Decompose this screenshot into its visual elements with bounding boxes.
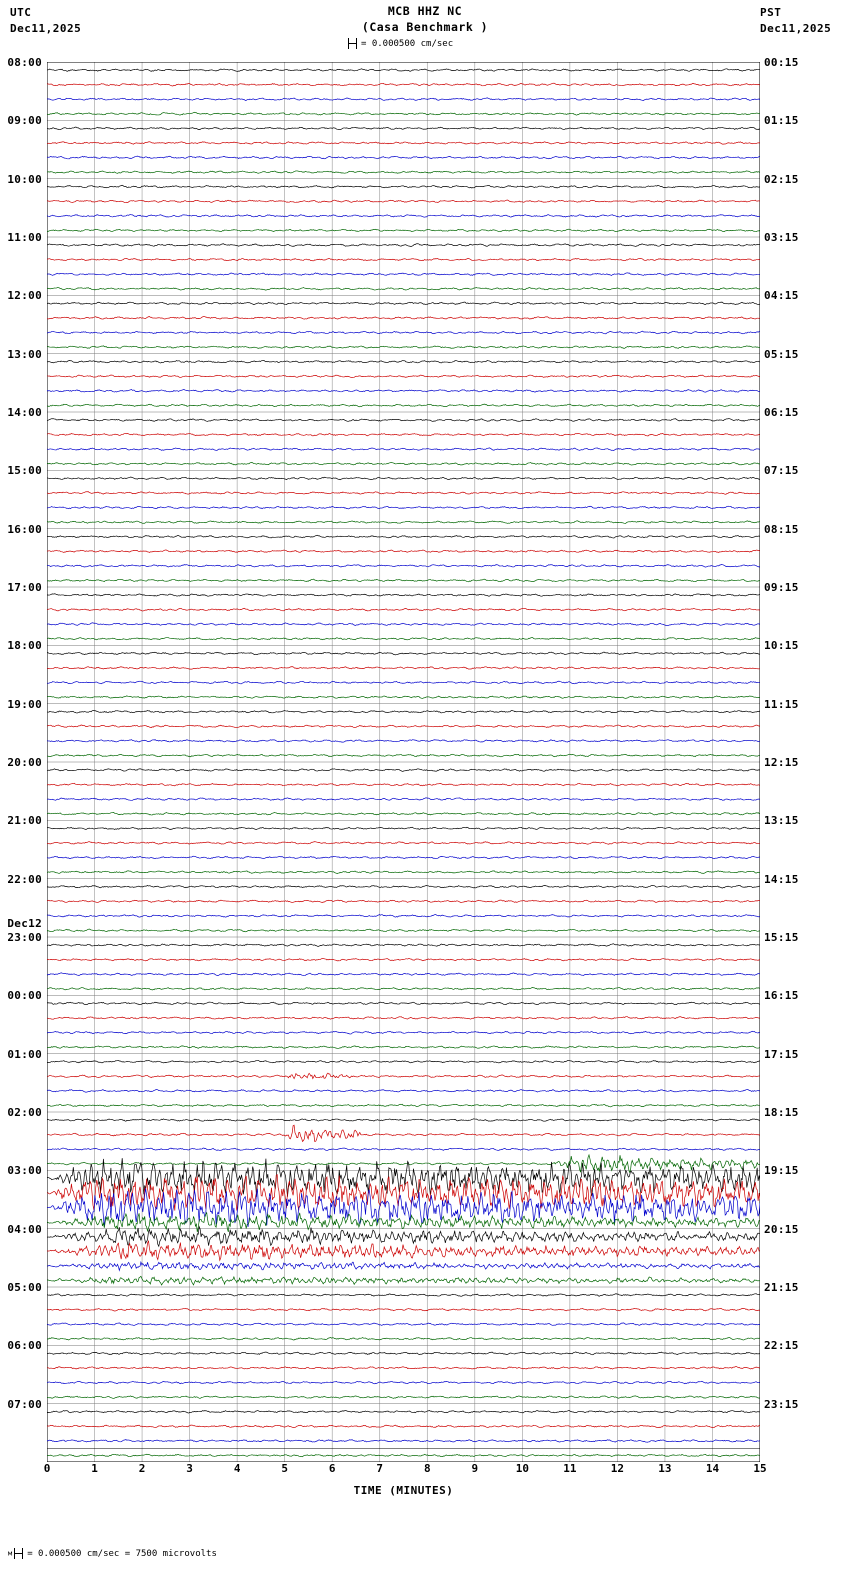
x-tick: 13 [658,1462,672,1475]
trace-line [47,462,760,465]
trace-line [47,929,760,932]
y-axis-label-right: 01:15 [764,114,799,128]
pst-label: PST [760,6,782,19]
trace-line [47,375,760,378]
trace-line [47,1381,760,1383]
y-axis-label-left: 21:00 [7,814,42,828]
y-axis-label-left: 13:00 [7,347,42,361]
utc-label: UTC [10,6,32,19]
y-axis-label-right: 14:15 [764,872,799,886]
trace-line [47,1119,760,1121]
y-axis-label-left: 00:00 [7,989,42,1003]
y-axis-label-right: 16:15 [764,989,799,1003]
trace-line [47,288,760,291]
y-axis-label-right: 06:15 [764,406,799,419]
trace-line [47,200,760,203]
trace-line [47,667,760,670]
trace-line [47,769,760,772]
x-tick: 12 [610,1462,625,1475]
trace-line [47,696,760,699]
trace-line [47,1294,760,1296]
x-axis [43,1462,767,1502]
x-tick: 3 [186,1462,193,1475]
x-tick: 5 [281,1462,288,1475]
y-axis-label-left: 15:00 [7,464,42,478]
x-tick: 6 [328,1462,336,1475]
trace-line [47,1276,760,1285]
y-axis-label-right: 11:15 [764,697,799,711]
trace-line [47,783,760,786]
y-axis-label-right: 21:15 [764,1281,799,1294]
y-axis-label-right: 08:15 [764,522,799,536]
x-tick: 2 [138,1462,146,1475]
footer-scale [8,1548,217,1559]
trace-line [47,1337,760,1340]
trace-line [47,521,760,524]
x-tick: 7 [376,1462,384,1475]
y-axis-label-left: 19:00 [7,697,42,711]
trace-line [47,987,760,990]
y-axis-label-right: 23:15 [764,1397,799,1411]
trace-line [47,594,760,596]
trace-line [47,812,760,815]
y-axis-label-left: 10:00 [7,172,42,186]
y-axis-label-left: 09:00 [7,114,42,128]
trace-line [47,1104,760,1107]
trace-line [47,317,760,320]
trace-line [47,638,760,640]
trace-line [47,1367,760,1370]
y-axis-label-left: Dec12 [7,917,42,930]
trace-line [47,273,760,276]
y-axis-label-right: 04:15 [764,289,799,303]
trace-line [47,1090,760,1093]
y-axis-label-right: 12:15 [764,756,799,769]
trace-line [47,740,760,743]
x-axis-title: TIME (MINUTES) [353,1484,454,1497]
utc-date: Dec11,2025 [10,22,82,35]
trace-line [47,185,760,188]
trace-line [47,171,760,174]
trace-line [47,258,760,260]
trace-line [47,112,760,115]
y-axis-label-left: 12:00 [7,289,42,303]
y-axis-label-left: 18:00 [7,639,42,653]
trace-line [47,579,760,582]
y-axis-label-left: 07:00 [7,1397,42,1411]
trace-line [47,1440,760,1443]
x-tick: 1 [91,1462,98,1475]
y-axis-label-right: 22:15 [764,1339,799,1353]
y-axis-label-left: 16:00 [7,522,42,536]
trace-line [47,535,760,538]
trace-line [47,798,760,801]
trace-line [47,1308,760,1311]
trace-line [47,404,760,407]
y-axis-label-left: 03:00 [7,1164,42,1178]
y-axis-label-right: 10:15 [764,639,799,653]
footer-text: = 0.000500 cm/sec = 7500 microvolts [27,1549,217,1559]
trace-line [47,1425,760,1428]
trace-line [47,1410,760,1413]
y-axis-label-left: 06:00 [7,1339,42,1353]
trace-line [47,944,760,947]
y-axis-label-right: 09:15 [764,581,799,594]
trace-line [47,360,760,363]
y-axis-label-right: 20:15 [764,1222,799,1236]
x-tick: 15 [753,1462,767,1475]
y-axis-label-left: 14:00 [7,406,42,419]
y-axis-label-left: 05:00 [7,1281,42,1294]
trace-line [47,856,760,859]
trace-line [47,215,760,218]
trace-line [47,1227,760,1246]
trace-line [47,244,760,247]
trace-line [47,1148,760,1151]
y-axis-label-left: 17:00 [7,581,42,594]
y-axis-label-right: 00:15 [764,56,799,69]
y-axis-label-right: 19:15 [764,1164,799,1178]
y-axis-label-left: 20:00 [7,756,42,769]
y-axis-label-right: 07:15 [764,464,799,478]
trace-line [47,229,760,231]
trace-line [47,1396,760,1399]
trace-line [47,973,760,976]
y-axis-label-left: 08:00 [7,56,42,69]
pst-date: Dec11,2025 [760,22,832,35]
trace-line [47,492,760,495]
x-tick: 0 [43,1462,51,1475]
trace-line [47,1262,760,1270]
y-axis-label-right: 05:15 [764,347,799,361]
y-axis-label-right: 17:15 [764,1047,799,1061]
y-axis-label-left: 11:00 [7,231,42,244]
y-axis-label-left: 02:00 [7,1106,42,1119]
trace-line [47,1073,760,1079]
trace-line [47,83,760,86]
page-subtitle: (Casa Benchmark ) [361,20,489,34]
trace-line [47,302,760,305]
x-tick: 11 [563,1462,577,1475]
chart-header [0,0,850,58]
y-axis-label-right: 18:15 [764,1106,799,1119]
trace-line [47,1002,760,1005]
trace-line [47,900,760,903]
trace-line [47,346,760,349]
trace-line [47,915,760,918]
micro-symbol: м [8,1549,13,1558]
trace-line [47,958,760,960]
trace-line [47,98,760,101]
x-tick: 14 [705,1462,720,1475]
trace-line [47,390,760,393]
page-title: MCB HHZ NC [387,4,463,18]
scale-reference [348,38,453,49]
seismogram-plot [47,62,760,1462]
y-axis-label-left: 23:00 [7,931,42,944]
trace-line [47,681,760,684]
trace-line [47,1323,760,1326]
trace-line [47,652,760,655]
x-tick: 9 [471,1462,479,1475]
scale-bar-icon [348,38,357,49]
trace-line [47,1060,760,1063]
x-tick: 4 [233,1462,241,1475]
trace-line [47,433,760,436]
trace-line [47,623,760,626]
x-tick: 10 [515,1462,529,1475]
trace-line [47,419,760,422]
trace-line [47,506,760,509]
trace-line [47,331,760,334]
y-axis-label-right: 13:15 [764,814,799,828]
trace-line [47,608,760,611]
trace-line [47,477,760,480]
trace-line [47,871,760,874]
trace-line [47,1241,760,1261]
trace-line [47,127,760,130]
y-axis-label-left: 04:00 [7,1222,42,1236]
trace-line [47,1046,760,1049]
trace-line [47,156,760,159]
trace-line [47,550,760,553]
trace-line [47,142,760,145]
trace-line [47,69,760,72]
trace-line [47,842,760,845]
trace-line [47,827,760,829]
y-axis-label-right: 03:15 [764,231,799,244]
trace-line [47,725,760,728]
trace-line [47,1155,760,1172]
scale-text: = 0.000500 cm/sec [361,39,454,49]
footer-scale-bar-icon [14,1548,23,1559]
trace-line [47,448,760,451]
x-tick: 8 [423,1462,431,1475]
trace-line [47,885,760,888]
y-axis-label-right: 15:15 [764,931,799,944]
trace-line [47,565,760,568]
y-axis-label-left: 01:00 [7,1047,42,1061]
trace-line [47,1352,760,1355]
y-axis-label-right: 02:15 [764,172,799,186]
trace-line [47,1125,760,1141]
y-axis-label-left: 22:00 [7,872,42,886]
trace-line [47,754,760,757]
trace-line [47,710,760,713]
trace-line [47,1017,760,1020]
trace-line [47,1031,760,1034]
